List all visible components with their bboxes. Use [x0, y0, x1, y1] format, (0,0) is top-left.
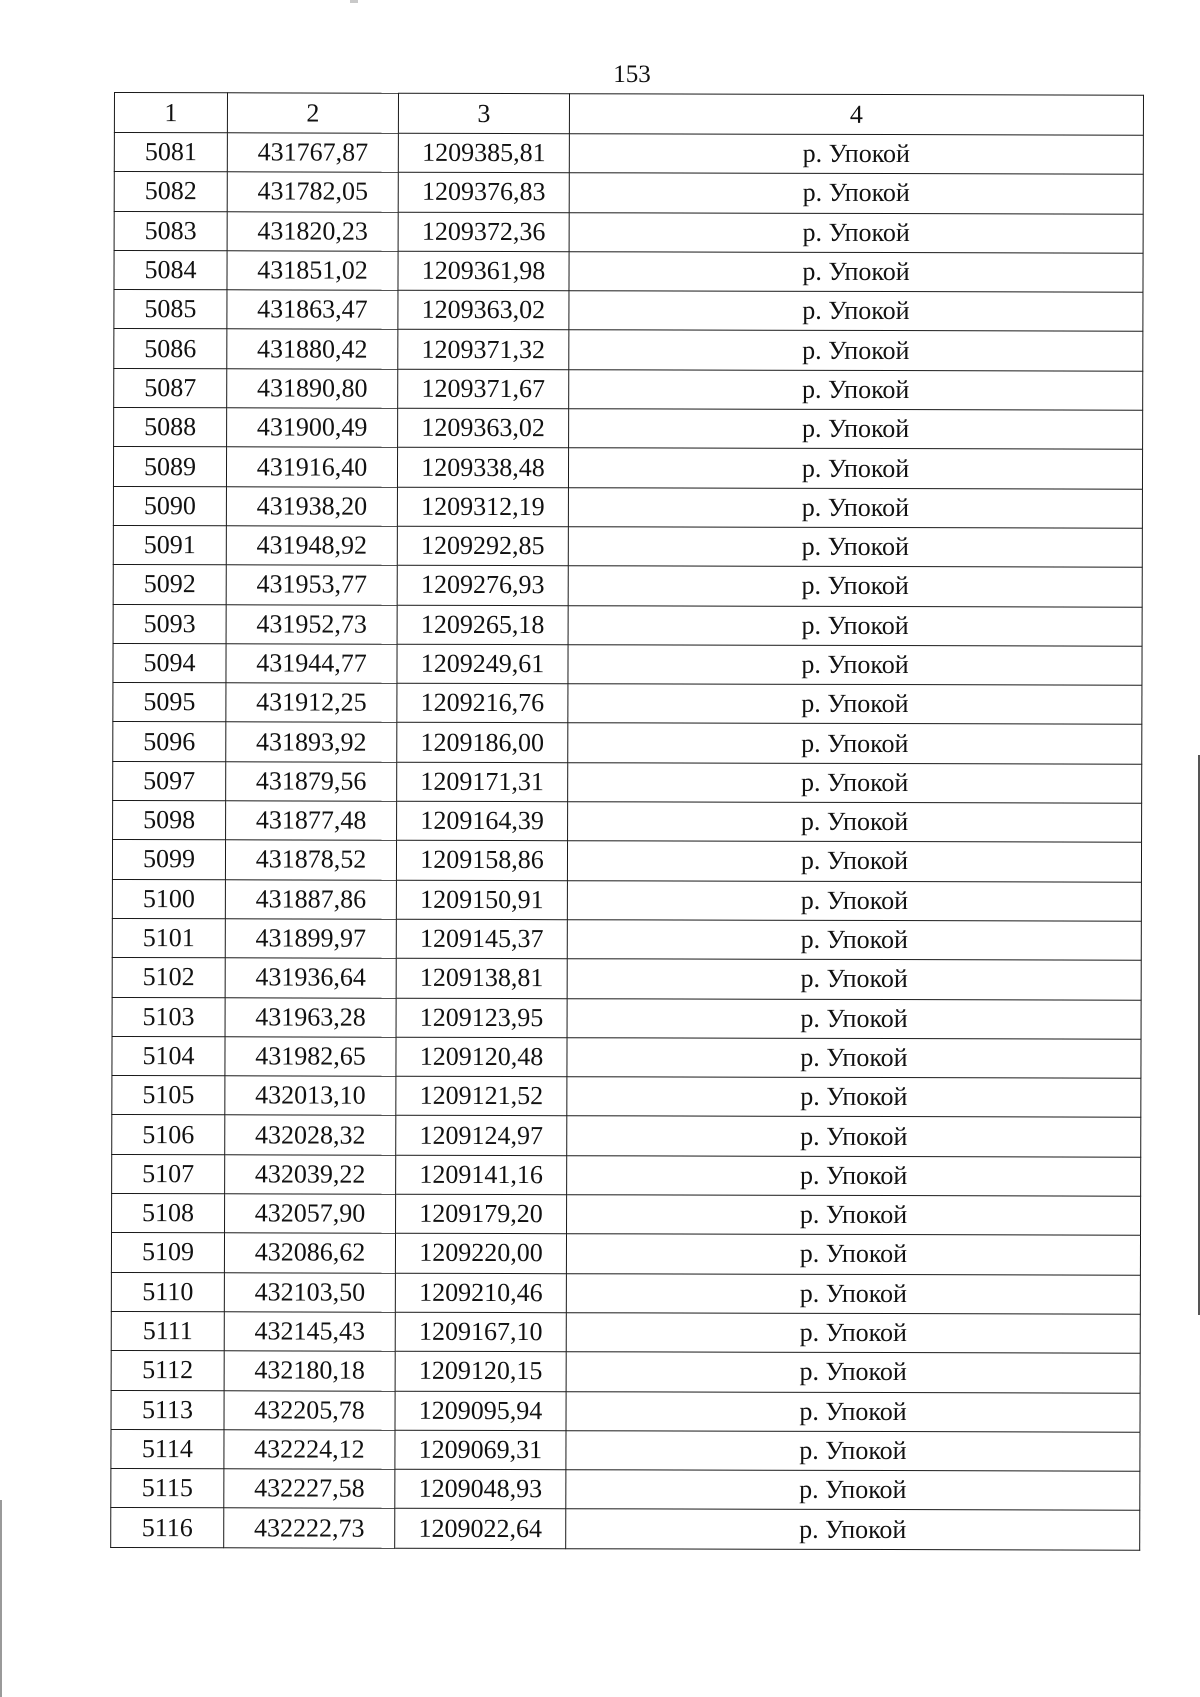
coordinates-table: [110, 92, 1144, 1550]
x-coordinate-cell: 431899,97: [225, 919, 396, 959]
y-coordinate-cell: 1209371,67: [398, 369, 569, 409]
description-cell: р. Упокой: [569, 134, 1143, 175]
y-coordinate-cell: 1209292,85: [397, 526, 568, 566]
y-coordinate-cell: 1209179,20: [396, 1194, 567, 1234]
x-coordinate-cell: 432145,43: [224, 1312, 395, 1352]
x-coordinate-cell: 431948,92: [226, 526, 397, 566]
table-row: [114, 329, 1143, 371]
table-row: [113, 486, 1142, 528]
point-number-cell: 5096: [113, 722, 226, 762]
y-coordinate-cell: 1209158,86: [396, 841, 567, 881]
description-cell: р. Упокой: [566, 1273, 1140, 1314]
table-row: [113, 447, 1142, 489]
table-row: [111, 1469, 1140, 1511]
y-coordinate-cell: 1209210,46: [395, 1273, 566, 1313]
y-coordinate-cell: 1209167,10: [395, 1312, 566, 1352]
x-coordinate-cell: 431863,47: [227, 290, 398, 330]
y-coordinate-cell: 1209220,00: [395, 1234, 566, 1274]
x-coordinate-cell: 431890,80: [227, 369, 398, 409]
point-number-cell: 5106: [112, 1115, 225, 1155]
x-coordinate-cell: 431982,65: [225, 1037, 396, 1077]
description-cell: р. Упокой: [568, 527, 1142, 568]
table-body: [111, 133, 1144, 1550]
y-coordinate-cell: 1209249,61: [397, 644, 568, 684]
table-row: [111, 1429, 1140, 1471]
table-row: [112, 1115, 1141, 1157]
column-header: 3: [398, 93, 569, 133]
description-cell: р. Упокой: [569, 409, 1143, 450]
description-cell: р. Упокой: [568, 605, 1142, 646]
x-coordinate-cell: 432180,18: [224, 1351, 395, 1391]
table-row: [114, 133, 1143, 175]
point-number-cell: 5090: [113, 486, 226, 526]
point-number-cell: 5083: [114, 211, 227, 251]
x-coordinate-cell: 432028,32: [225, 1115, 396, 1155]
x-coordinate-cell: 432086,62: [224, 1233, 395, 1273]
x-coordinate-cell: 431938,20: [226, 486, 397, 526]
scan-edge-shadow: [0, 1500, 2, 1697]
description-cell: р. Упокой: [567, 841, 1141, 882]
description-cell: р. Упокой: [566, 1234, 1140, 1275]
page-number: 153: [613, 61, 651, 88]
point-number-cell: 5099: [112, 840, 225, 880]
column-header: 2: [227, 93, 398, 133]
x-coordinate-cell: 431851,02: [227, 251, 398, 291]
point-number-cell: 5086: [114, 329, 227, 369]
point-number-cell: 5097: [113, 761, 226, 801]
y-coordinate-cell: 1209361,98: [398, 251, 569, 291]
x-coordinate-cell: 431877,48: [226, 801, 397, 841]
table-row: [113, 761, 1142, 803]
description-cell: р. Упокой: [567, 880, 1141, 921]
y-coordinate-cell: 1209265,18: [397, 605, 568, 645]
point-number-cell: 5104: [112, 1036, 225, 1076]
table-row: [111, 1311, 1140, 1353]
x-coordinate-cell: 431887,86: [225, 879, 396, 919]
point-number-cell: 5103: [112, 997, 225, 1037]
description-cell: р. Упокой: [569, 173, 1143, 214]
table-row: [113, 565, 1142, 607]
point-number-cell: 5110: [111, 1272, 224, 1312]
description-cell: р. Упокой: [566, 1391, 1140, 1432]
point-number-cell: 5114: [111, 1429, 224, 1469]
point-number-cell: 5085: [114, 290, 227, 330]
y-coordinate-cell: 1209141,16: [396, 1155, 567, 1195]
table-row: [112, 997, 1141, 1039]
table-row: [112, 1076, 1141, 1118]
table-row: [111, 1351, 1140, 1393]
description-cell: р. Упокой: [567, 998, 1141, 1039]
point-number-cell: 5093: [113, 604, 226, 644]
point-number-cell: 5095: [113, 683, 226, 723]
y-coordinate-cell: 1209150,91: [396, 880, 567, 920]
table-row: [111, 1272, 1140, 1314]
description-cell: р. Упокой: [567, 959, 1141, 1000]
point-number-cell: 5109: [111, 1233, 224, 1273]
point-number-cell: 5108: [112, 1194, 225, 1234]
description-cell: р. Упокой: [569, 291, 1143, 332]
x-coordinate-cell: 431944,77: [226, 644, 397, 684]
y-coordinate-cell: 1209120,15: [395, 1351, 566, 1391]
x-coordinate-cell: 431879,56: [226, 762, 397, 802]
description-cell: р. Упокой: [567, 920, 1141, 961]
y-coordinate-cell: 1209171,31: [397, 762, 568, 802]
y-coordinate-cell: 1209363,02: [398, 290, 569, 330]
y-coordinate-cell: 1209095,94: [395, 1391, 566, 1431]
description-cell: р. Упокой: [568, 684, 1142, 725]
description-cell: р. Упокой: [567, 1195, 1141, 1236]
x-coordinate-cell: 431963,28: [225, 997, 396, 1037]
y-coordinate-cell: 1209372,36: [398, 212, 569, 252]
point-number-cell: 5084: [114, 250, 227, 290]
y-coordinate-cell: 1209048,93: [395, 1469, 566, 1509]
description-cell: р. Упокой: [569, 330, 1143, 371]
x-coordinate-cell: 432222,73: [224, 1508, 395, 1548]
table-row: [112, 840, 1141, 882]
y-coordinate-cell: 1209121,52: [396, 1076, 567, 1116]
point-number-cell: 5107: [112, 1154, 225, 1194]
x-coordinate-cell: 431820,23: [227, 211, 398, 251]
x-coordinate-cell: 431767,87: [227, 133, 398, 173]
table-row: [114, 408, 1143, 450]
scan-artifact: [350, 0, 358, 3]
x-coordinate-cell: 431953,77: [226, 565, 397, 605]
point-number-cell: 5088: [114, 408, 227, 448]
table-row: [114, 172, 1143, 214]
description-cell: р. Упокой: [568, 645, 1142, 686]
y-coordinate-cell: 1209069,31: [395, 1430, 566, 1470]
table-row: [112, 918, 1141, 960]
table-row: [113, 683, 1142, 725]
y-coordinate-cell: 1209123,95: [396, 998, 567, 1038]
table-row: [112, 1036, 1141, 1078]
y-coordinate-cell: 1209376,83: [398, 173, 569, 213]
point-number-cell: 5081: [114, 133, 227, 173]
description-cell: р. Упокой: [566, 1470, 1140, 1511]
description-cell: р. Упокой: [568, 723, 1142, 764]
y-coordinate-cell: 1209385,81: [398, 133, 569, 173]
point-number-cell: 5105: [112, 1076, 225, 1116]
description-cell: р. Упокой: [566, 1509, 1140, 1550]
description-cell: р. Упокой: [568, 802, 1142, 843]
point-number-cell: 5092: [113, 565, 226, 605]
table-row: [114, 250, 1143, 292]
y-coordinate-cell: 1209186,00: [397, 723, 568, 763]
point-number-cell: 5101: [112, 918, 225, 958]
table-row: [112, 958, 1141, 1000]
point-number-cell: 5091: [113, 525, 226, 565]
y-coordinate-cell: 1209363,02: [398, 408, 569, 448]
table-row: [112, 1154, 1141, 1196]
point-number-cell: 5087: [114, 368, 227, 408]
column-header: 1: [114, 93, 227, 133]
table-row: [113, 722, 1142, 764]
point-number-cell: 5116: [111, 1508, 224, 1548]
description-cell: р. Упокой: [568, 762, 1142, 803]
description-cell: р. Упокой: [569, 212, 1143, 253]
table-row: [111, 1390, 1140, 1432]
description-cell: р. Упокой: [567, 1155, 1141, 1196]
table-row: [114, 211, 1143, 253]
description-cell: р. Упокой: [566, 1430, 1140, 1471]
x-coordinate-cell: 431952,73: [226, 604, 397, 644]
header-row: [114, 93, 1143, 136]
x-coordinate-cell: 431893,92: [226, 722, 397, 762]
description-cell: р. Упокой: [566, 1313, 1140, 1354]
x-coordinate-cell: 431936,64: [225, 958, 396, 998]
x-coordinate-cell: 432039,22: [225, 1155, 396, 1195]
table-row: [113, 801, 1142, 843]
table-row: [112, 1194, 1141, 1236]
x-coordinate-cell: 431880,42: [227, 329, 398, 369]
description-cell: р. Упокой: [569, 369, 1143, 410]
x-coordinate-cell: 431900,49: [227, 408, 398, 448]
y-coordinate-cell: 1209276,93: [397, 566, 568, 606]
table-row: [114, 290, 1143, 332]
y-coordinate-cell: 1209338,48: [397, 448, 568, 488]
x-coordinate-cell: 432057,90: [225, 1194, 396, 1234]
description-cell: р. Упокой: [569, 252, 1143, 293]
x-coordinate-cell: 432013,10: [225, 1076, 396, 1116]
point-number-cell: 5111: [111, 1311, 224, 1351]
description-cell: р. Упокой: [567, 1116, 1141, 1157]
point-number-cell: 5098: [113, 801, 226, 841]
column-header: 4: [569, 94, 1143, 136]
point-number-cell: 5102: [112, 958, 225, 998]
description-cell: р. Упокой: [567, 1077, 1141, 1118]
point-number-cell: 5082: [114, 172, 227, 212]
x-coordinate-cell: 432103,50: [224, 1272, 395, 1312]
table-header: [114, 93, 1143, 136]
table-row: [111, 1508, 1140, 1550]
point-number-cell: 5113: [111, 1390, 224, 1430]
table-row: [112, 879, 1141, 921]
y-coordinate-cell: 1209312,19: [397, 487, 568, 527]
y-coordinate-cell: 1209371,32: [398, 330, 569, 370]
description-cell: р. Упокой: [568, 487, 1142, 528]
x-coordinate-cell: 431912,25: [226, 683, 397, 723]
y-coordinate-cell: 1209216,76: [397, 683, 568, 723]
y-coordinate-cell: 1209124,97: [396, 1116, 567, 1156]
point-number-cell: 5100: [112, 879, 225, 919]
table-row: [113, 643, 1142, 685]
x-coordinate-cell: 432224,12: [224, 1430, 395, 1470]
point-number-cell: 5112: [111, 1351, 224, 1391]
table-row: [111, 1233, 1140, 1275]
description-cell: р. Упокой: [566, 1352, 1140, 1393]
point-number-cell: 5094: [113, 643, 226, 683]
y-coordinate-cell: 1209138,81: [396, 958, 567, 998]
x-coordinate-cell: 431782,05: [227, 172, 398, 212]
description-cell: р. Упокой: [567, 1038, 1141, 1079]
x-coordinate-cell: 431878,52: [225, 840, 396, 880]
table-row: [113, 525, 1142, 567]
x-coordinate-cell: 432205,78: [224, 1390, 395, 1430]
description-cell: р. Упокой: [568, 448, 1142, 489]
y-coordinate-cell: 1209145,37: [396, 919, 567, 959]
point-number-cell: 5115: [111, 1469, 224, 1509]
y-coordinate-cell: 1209120,48: [396, 1037, 567, 1077]
y-coordinate-cell: 1209164,39: [397, 801, 568, 841]
point-number-cell: 5089: [113, 447, 226, 487]
x-coordinate-cell: 431916,40: [226, 447, 397, 487]
description-cell: р. Упокой: [568, 566, 1142, 607]
x-coordinate-cell: 432227,58: [224, 1469, 395, 1509]
table-row: [114, 368, 1143, 410]
table-row: [113, 604, 1142, 646]
y-coordinate-cell: 1209022,64: [395, 1509, 566, 1549]
